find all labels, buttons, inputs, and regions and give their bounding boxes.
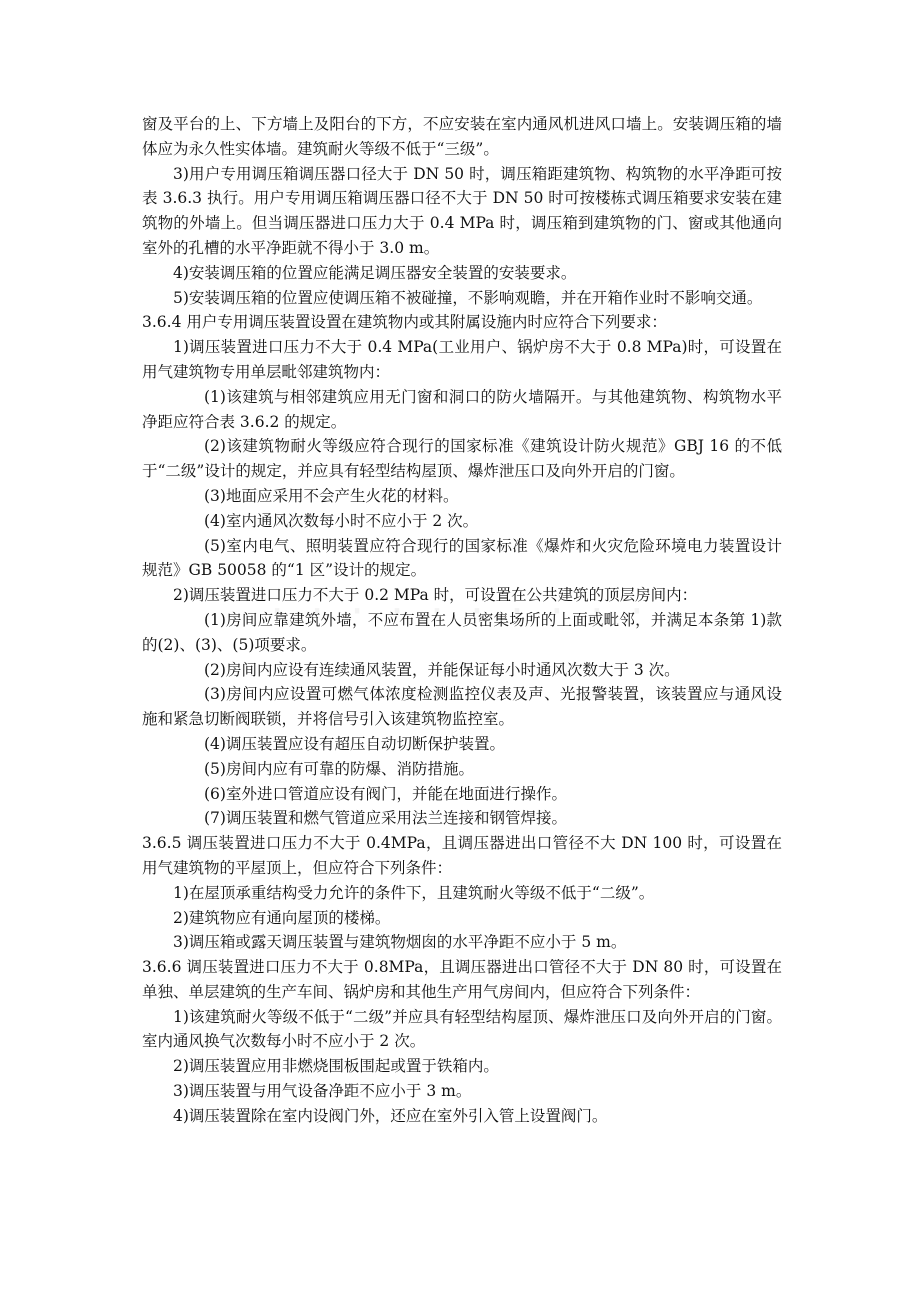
paragraph: 2)调压装置进口压力不大于 0.2 MPa 时，可设置在公共建筑的顶层房间内： <box>173 586 698 605</box>
paragraph: 窗及平台的上、下方墙上及阳台的下方，不应安装在室内通风机进风口墙上。安装调压箱的墙体应为永久性实体墙。建筑耐火等级不低于“三级”。 <box>142 115 782 158</box>
section-heading: 3.6.6 调压装置进口压力不大于 0.8MPa，且调压器进出口管径不大于 DN 80 时，可设置在单独、单层建筑的生产车间、锅炉房和其他生产用气房间内，但应符合下列条件： <box>142 958 782 1001</box>
paragraph: 3)调压装置与用气设备净距不应小于 3 m。 <box>173 1082 472 1101</box>
paragraph: (7)调压装置和燃气管道应采用法兰连接和钢管焊接。 <box>204 809 567 828</box>
paragraph: (1)房间应靠建筑外墙，不应布置在人员密集场所的上面或毗邻，并满足本条第 1)款的(2)、(3)、(5)项要求。 <box>142 610 782 654</box>
paragraph: 5)安装调压箱的位置应使调压箱不被碰撞，不影响观瞻，并在开箱作业时不影响交通。 <box>173 288 763 307</box>
paragraph: (3)房间内应设置可燃气体浓度检测监控仪表及声、光报警装置，该装置应与通风设施和紧急切断阀联锁，并将信号引入该建筑物监控室。 <box>142 685 782 729</box>
paragraph: 1)在屋顶承重结构受力允许的条件下，且建筑耐火等级不低于“二级”。 <box>173 883 655 902</box>
document-body <box>142 112 782 1129</box>
paragraph: (1)该建筑与相邻建筑应用无门窗和洞口的防火墙隔开。与其他建筑物、构筑物水平净距应符合表 3.6.2 的规定。 <box>142 387 782 431</box>
paragraph: 2)建筑物应有通向屋顶的楼梯。 <box>173 908 391 927</box>
section-heading: 3.6.5 调压装置进口压力不大于 0.4MPa，且调压器进出口管径不大 DN 100 时，可设置在用气建筑物的平屋顶上，但应符合下列条件： <box>142 834 782 877</box>
paragraph: 1)该建筑耐火等级不低于“二级”并应具有轻型结构屋顶、爆炸泄压口及向外开启的门窗。室内通风换气次数每小时不应小于 2 次。 <box>142 1007 782 1051</box>
paragraph: 3)调压箱或露天调压装置与建筑物烟囱的水平净距不应小于 5 m。 <box>173 933 627 952</box>
paragraph: (4)室内通风次数每小时不应小于 2 次。 <box>204 511 479 530</box>
paragraph: (4)调压装置应设有超压自动切断保护装置。 <box>204 734 505 753</box>
section-heading: 3.6.4 用户专用调压装置设置在建筑物内或其附属设施内时应符合下列要求： <box>142 313 667 332</box>
paragraph: 4)调压装置除在室内设阀门外，还应在室外引入管上设置阀门。 <box>173 1106 608 1125</box>
paragraph: (2)该建筑物耐火等级应符合现行的国家标准《建筑设计防火规范》GBJ 16 的不低于“二级”设计的规定，并应具有轻型结构屋顶、爆炸泄压口及向外开启的门窗。 <box>142 437 782 481</box>
paragraph: (3)地面应采用不会产生火花的材料。 <box>204 486 459 505</box>
paragraph: 1)调压装置进口压力不大于 0.4 MPa(工业用户、锅炉房不大于 0.8 MPa)时，可设置在用气建筑物专用单层毗邻建筑物内： <box>142 338 782 381</box>
paragraph: (6)室外进口管道应设有阀门，并能在地面进行操作。 <box>204 784 567 803</box>
paragraph: (2)房间内应设有连续通风装置，并能保证每小时通风次数大于 3 次。 <box>204 660 680 679</box>
paragraph: 3)用户专用调压箱调压器口径大于 DN 50 时，调压箱距建筑物、构筑物的水平净距可按表 3.6.3 执行。用户专用调压箱调压器口径不大于 DN 50 时可按楼栋式调压箱要求安装在建筑物的外墙上。但当调压器进口压力大于 0.4 MPa 时，调压箱到建筑物的门、窗或其他通向室外的孔槽的水平净距就不得小于 3.0 m。 <box>142 164 782 257</box>
paragraph: 2)调压装置应用非燃烧围板围起或置于铁箱内。 <box>173 1057 499 1076</box>
paragraph: (5)房间内应有可靠的防爆、消防措施。 <box>204 759 474 778</box>
paragraph: 4)安装调压箱的位置应能满足调压器安全装置的安装要求。 <box>173 263 577 282</box>
paragraph: (5)室内电气、照明装置应符合现行的国家标准《爆炸和火灾危险环境电力装置设计规范》GB 50058 的“1 区”设计的规定。 <box>142 536 782 580</box>
